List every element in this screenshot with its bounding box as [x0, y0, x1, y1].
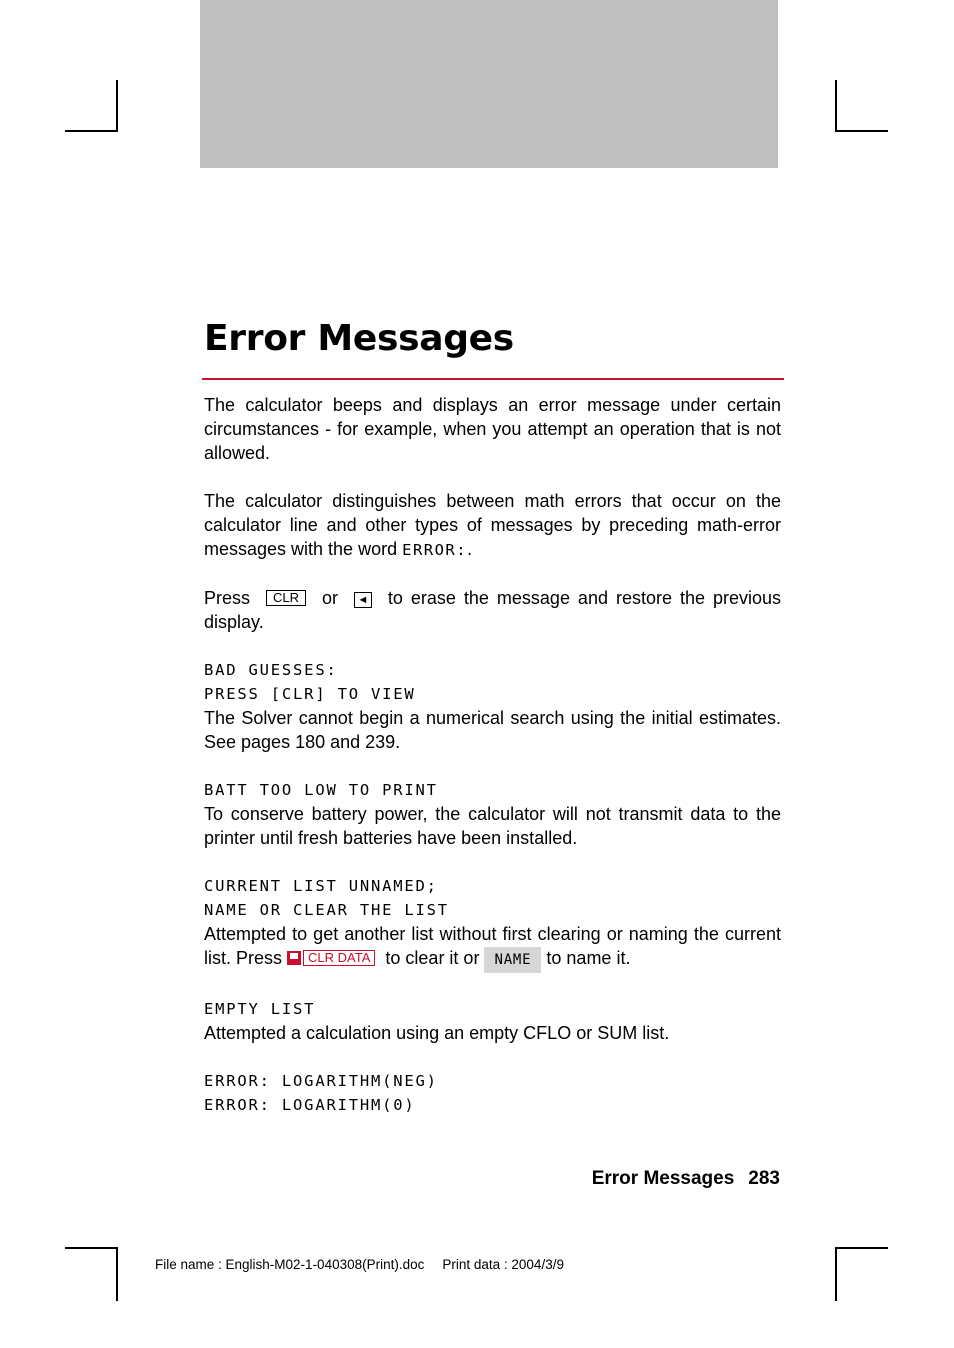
intro-paragraph: The calculator beeps and displays an error message under certain circumstances - for example, when you attempt an operation that is not allowed. [204, 395, 781, 463]
crop-mark-bottom-left [116, 1247, 118, 1301]
math-error-text: The calculator distinguishes between math errors that occur on the calculator line and other types of messages by preceding math-error messages with the word [204, 491, 781, 559]
crop-mark-bottom-right [835, 1247, 888, 1249]
message-code: BAD GUESSES: [204, 661, 338, 679]
math-error-paragraph: The calculator distinguishes between math errors that occur on the calculator line and other types of messages by preceding math-error messages with the word ERROR:. [204, 491, 781, 559]
or-text: or [321, 588, 338, 608]
message-entry-bad-guesses [204, 658, 781, 754]
print-date: Print data : 2004/3/9 [442, 1257, 564, 1272]
crop-mark-top-right [835, 130, 888, 132]
message-code: EMPTY LIST [204, 1000, 316, 1018]
message-entry-batt-low [204, 778, 781, 850]
message-entry-current-list [204, 874, 781, 973]
press-rest-text: to erase the message and restore the previous display. [204, 588, 781, 632]
message-entry-empty-list [204, 997, 781, 1045]
footer-section: Error Messages [591, 1168, 735, 1189]
name-menu-key: NAME [484, 947, 541, 973]
crop-mark-top-right [835, 80, 837, 132]
main-content [204, 393, 781, 1141]
file-info [155, 1257, 564, 1272]
crop-mark-top-left [116, 80, 118, 132]
crop-mark-bottom-right [835, 1247, 837, 1301]
desc-pre: Attempted to get another list without first clearing or naming the current list. Press [204, 924, 781, 968]
shift-key-icon [287, 951, 301, 965]
message-description: The Solver cannot begin a numerical search using the initial estimates. See pages 180 and 239. [204, 708, 781, 752]
message-code: ERROR: LOGARITHM(0) [204, 1096, 416, 1114]
message-description: Attempted a calculation using an empty CFLO or SUM list. [204, 1023, 670, 1043]
press-paragraph [204, 586, 781, 634]
message-code: CURRENT LIST UNNAMED; [204, 877, 438, 895]
message-code: NAME OR CLEAR THE LIST [204, 901, 449, 919]
error-word-code: ERROR: [402, 541, 468, 559]
page-footer [592, 1168, 780, 1190]
backspace-arrow-icon: ◄ [354, 592, 372, 608]
clr-data-key: CLR DATA [303, 950, 375, 966]
message-code: PRESS [CLR] TO VIEW [204, 685, 416, 703]
page-number: 283 [748, 1168, 780, 1189]
page-title: Error Messages [204, 318, 514, 359]
file-name: File name : English-M02-1-040308(Print).doc [155, 1257, 425, 1272]
press-text: Press [204, 588, 251, 608]
crop-mark-bottom-left [65, 1247, 118, 1249]
message-description [204, 922, 781, 973]
message-code: ERROR: LOGARITHM(NEG) [204, 1072, 438, 1090]
clr-key: CLR [266, 590, 306, 606]
crop-mark-top-left [65, 130, 118, 132]
desc-mid: to clear it or [385, 948, 480, 968]
message-entry-logarithm [204, 1069, 781, 1117]
header-gray-block [200, 0, 778, 168]
desc-post: to name it. [546, 948, 631, 968]
message-code: BATT TOO LOW TO PRINT [204, 781, 438, 799]
message-description: To conserve battery power, the calculator will not transmit data to the printer until fresh batteries have been installed. [204, 804, 781, 848]
title-rule [202, 378, 784, 380]
